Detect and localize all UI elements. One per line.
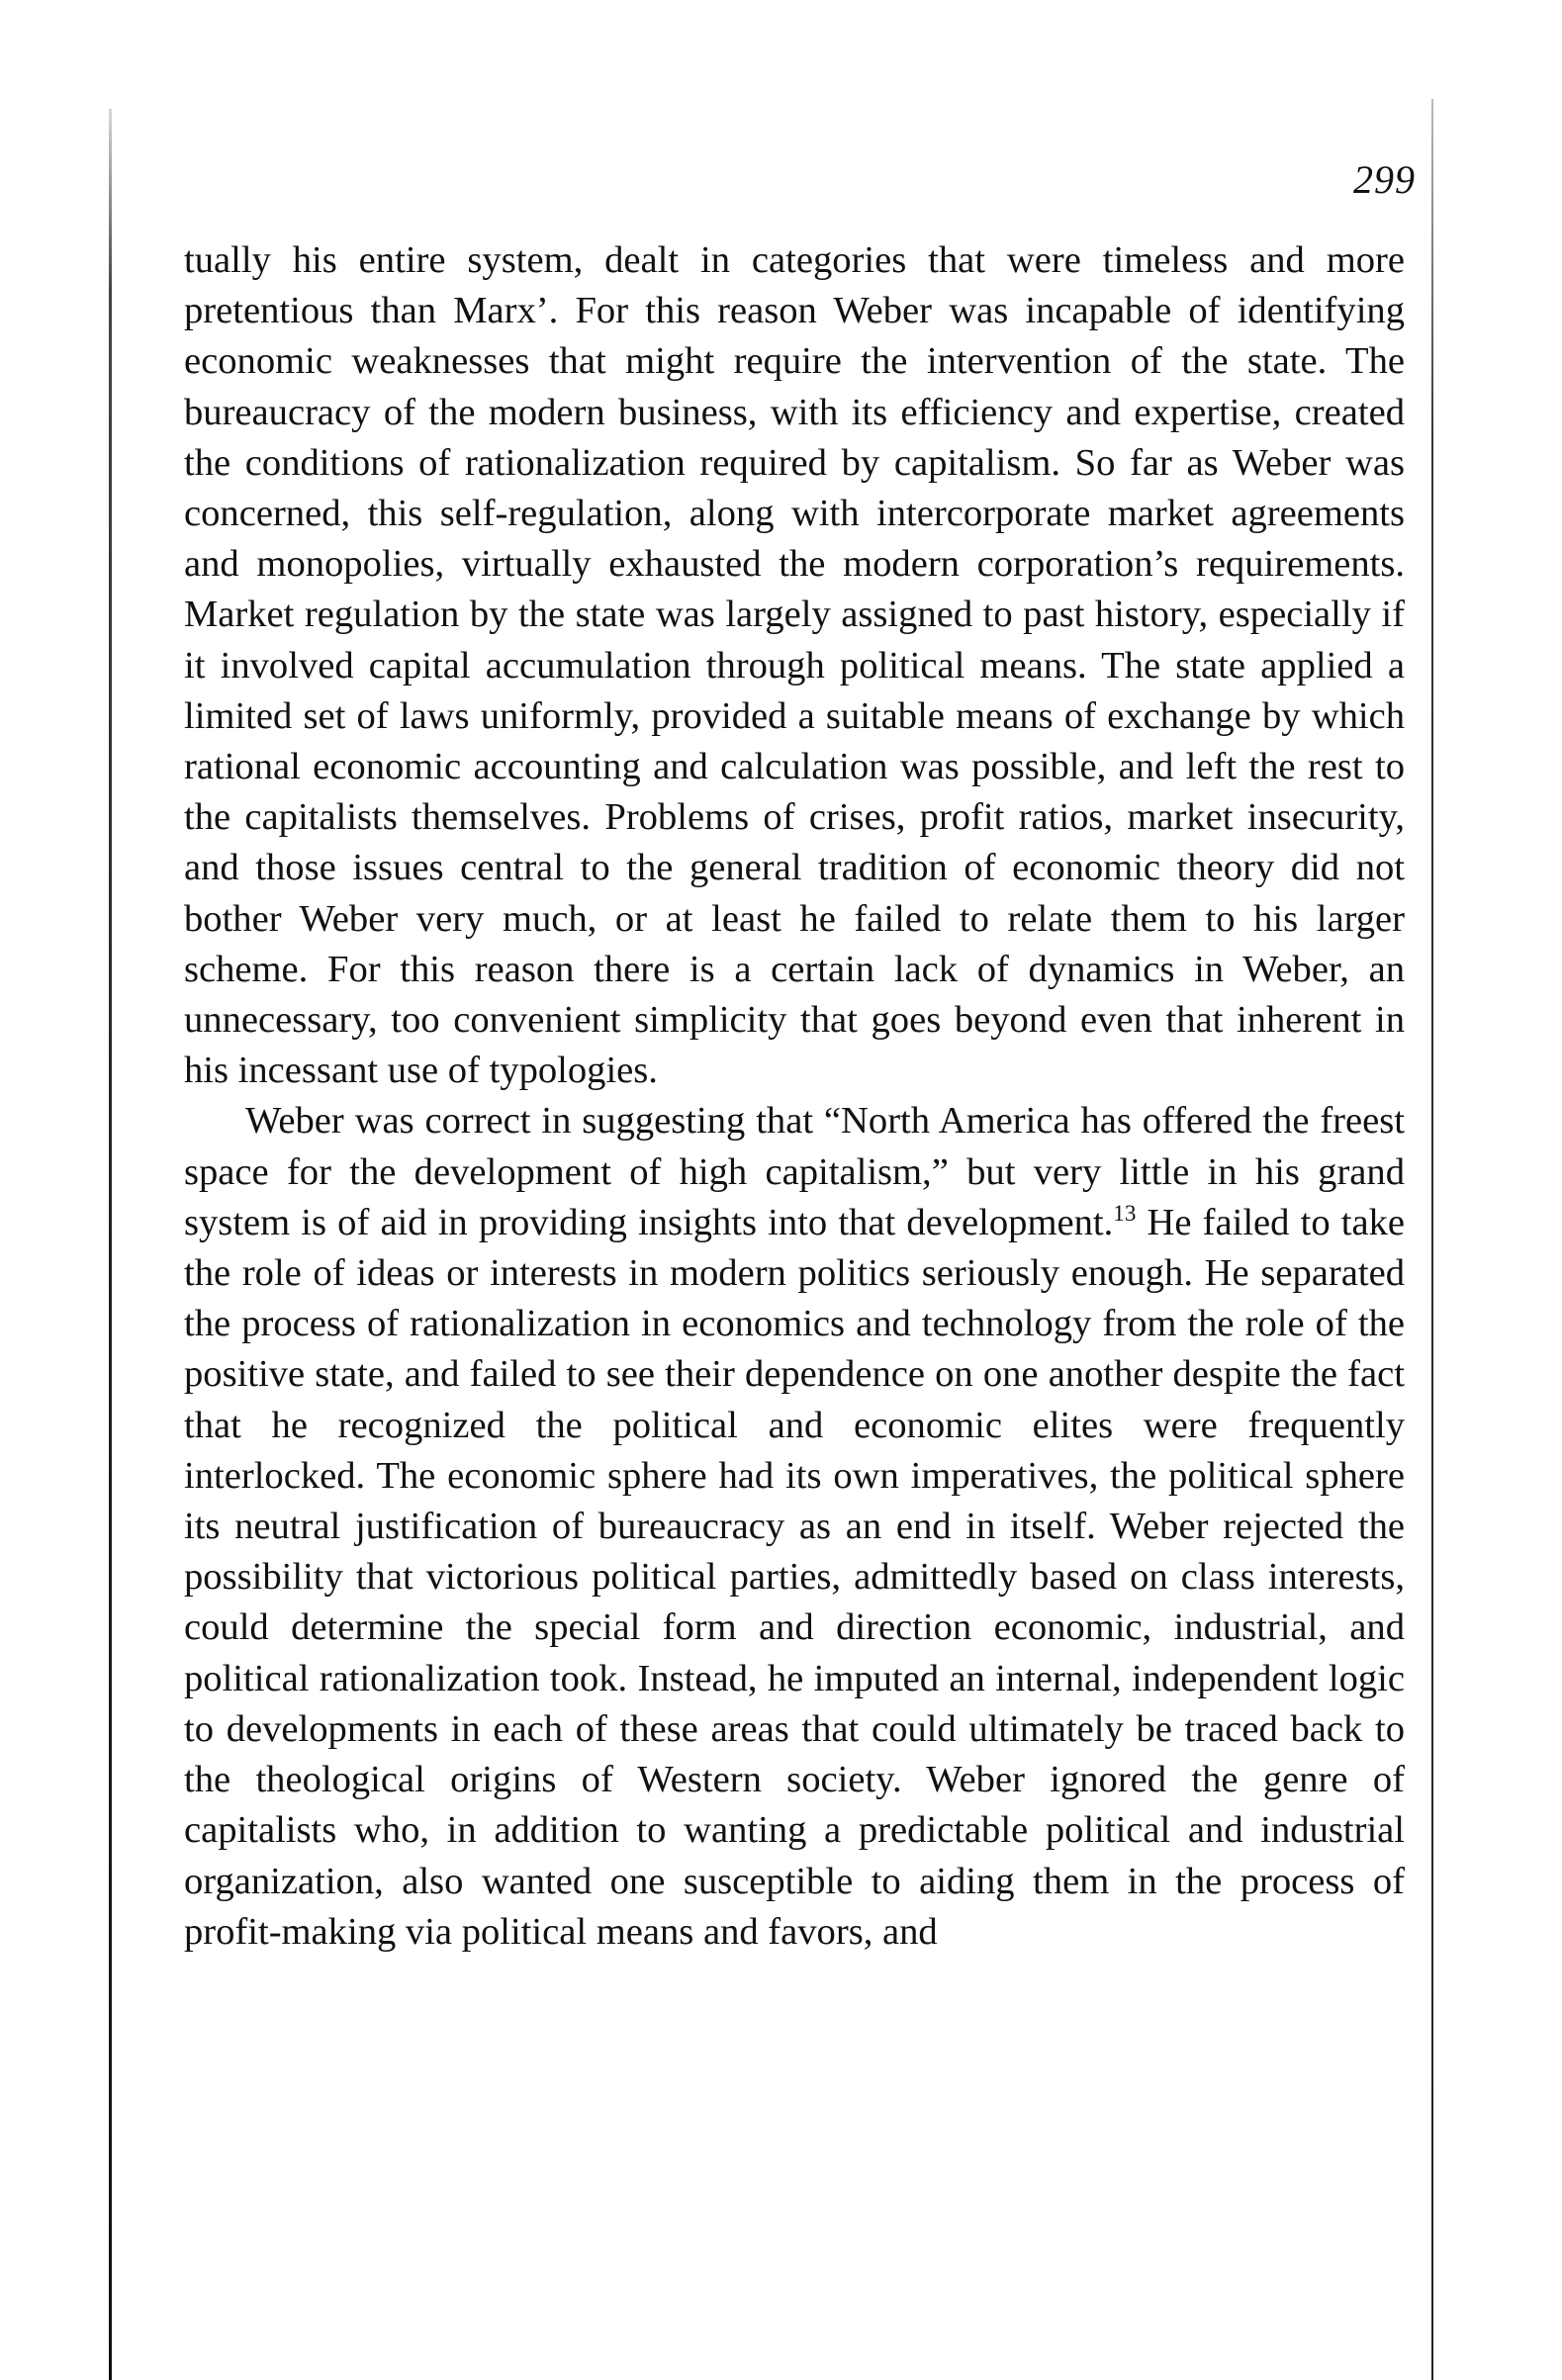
paragraph-2-text-after-note: He failed to take the role of ideas or interests in modern politics seriously enough. He separated the process of rationalization in economics and technology from the role of the positive state, and failed to see their dependence on one another despite the fact that he recognized the political and economic elites were frequently interlocked. The economic sphere had its own imperatives, the political sphere its neutral justification of bureaucracy as an end in itself. Weber rejected the possibility that victorious political parties, admittedly based on class interests, could determine the special form and direction economic, industrial, and political rationalization took. Instead, he imputed an internal, independent logic to developments in each of these areas that could ultimately be traced back to the theological origins of Western society. Weber ignored the genre of capitalists who, in addition to wanting a predictable political and industrial organization, also wanted one susceptible to aiding them in the process of profit-making via political means and favors, and (184, 1201, 1405, 1953)
paragraph-2 (184, 1096, 1405, 1957)
paragraph-2-text-before-note: Weber was correct in suggesting that “North America has offered the freest space for the development of high capitalism,” but very little in his grand system is of aid in providing insights into that development. (184, 1100, 1405, 1243)
scan-left-edge (109, 109, 112, 2380)
page-number: 299 (1353, 157, 1416, 202)
scan-right-edge (1431, 99, 1433, 2380)
body-text (184, 235, 1405, 1958)
footnote-reference-13: 13 (1113, 1201, 1137, 1227)
paragraph-1: tually his entire system, dealt in categories that were timeless and more pretentious than Marx’. For this reason Weber was incapable of identifying economic weaknesses that might require the intervention of the state. The bureaucracy of the modern business, with its efficiency and expertise, created the conditions of rationalization required by capitalism. So far as Weber was concerned, this self-regulation, along with intercorporate market agreements and monopolies, virtually exhausted the modern corporation’s requirements. Market regulation by the state was largely assigned to past history, especially if it involved capital accumulation through political means. The state applied a limited set of laws uniformly, provided a suitable means of exchange by which rational economic accounting and calculation was possible, and left the rest to the capitalists themselves. Problems of crises, profit ratios, market insecurity, and those issues central to the general tradition of economic theory did not bother Weber very much, or at least he failed to relate them to his larger scheme. For this reason there is a certain lack of dynamics in Weber, an unnecessary, too convenient simplicity that goes beyond even that inherent in his incessant use of typologies. (184, 239, 1405, 1092)
